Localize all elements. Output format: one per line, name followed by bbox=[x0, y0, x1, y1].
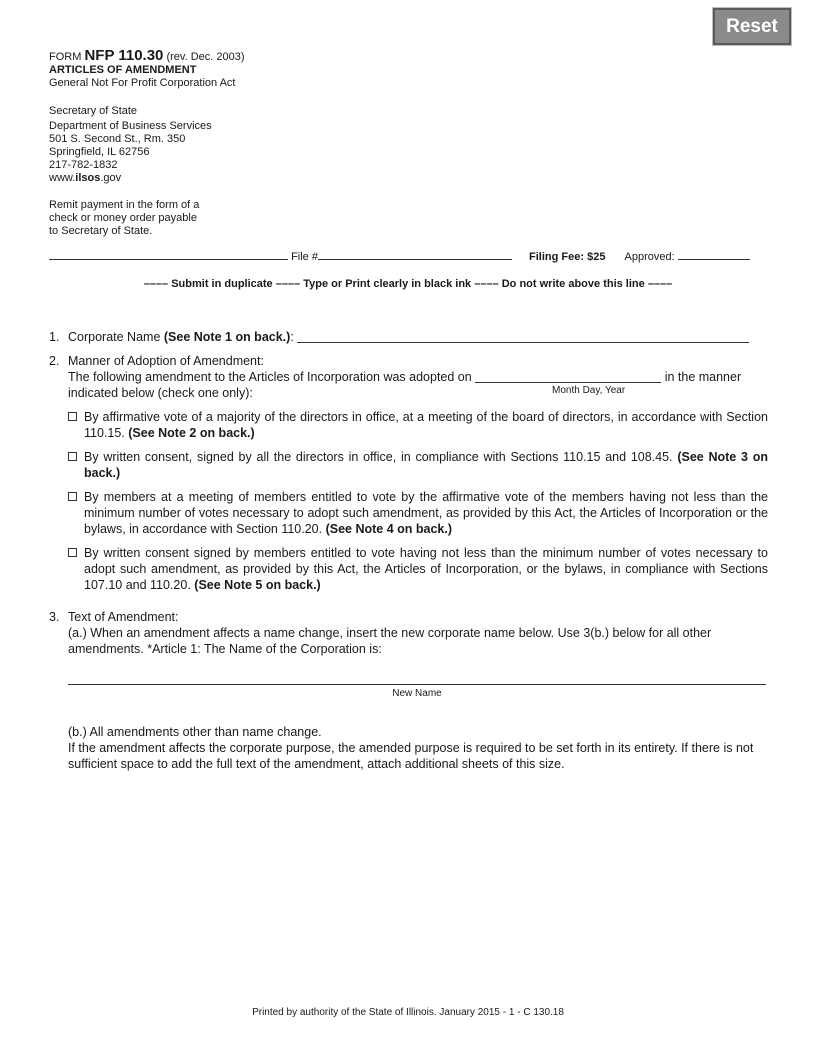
remit-line: check or money order payable bbox=[49, 212, 197, 224]
address-line: 217-782-1832 bbox=[49, 159, 118, 171]
new-name-input[interactable] bbox=[68, 684, 766, 685]
adoption-date-line: The following amendment to the Articles of Incorporation was adopted on in the manner bbox=[68, 370, 742, 384]
file-number-field bbox=[318, 259, 512, 260]
date-caption: Month Day, Year bbox=[552, 385, 626, 396]
filing-fee-label: Filing Fee: $25 bbox=[529, 251, 606, 263]
sos-address bbox=[49, 105, 212, 185]
reset-button[interactable]: Reset bbox=[713, 8, 791, 45]
option-directors-meeting: By affirmative vote of a majority of the directors in office, at a meeting of the board of directors, in accordance with Section 110.15. (See Note 2 on back.) bbox=[68, 409, 768, 441]
form-prefix: FORM bbox=[49, 51, 82, 63]
file-number-label: File # bbox=[291, 251, 318, 263]
footer: Printed by authority of the State of Illinois. January 2015 - 1 - C 130.18 bbox=[252, 1007, 564, 1018]
remit-line: to Secretary of State. bbox=[49, 225, 153, 237]
form-act: General Not For Profit Corporation Act bbox=[49, 77, 236, 89]
form-title: ARTICLES OF AMENDMENT bbox=[49, 64, 197, 76]
adoption-date-input[interactable] bbox=[475, 382, 661, 383]
form-revision: (rev. Dec. 2003) bbox=[166, 51, 245, 63]
option-members-consent: By written consent signed by members entitled to vote having not less than the minimum number of votes necessary to adopt such amendment, as provided by this Act, the Articles of Incorporation, or the bylaws, in compliance with Sections 107.10 and 110.20. (See Note 5 on back.) bbox=[68, 545, 768, 593]
address-line: 501 S. Second St., Rm. 350 bbox=[49, 133, 186, 145]
form-number: NFP 110.30 bbox=[84, 47, 164, 64]
adoption-instruction: indicated below (check one only): bbox=[68, 386, 253, 400]
option-directors-consent: By written consent, signed by all the directors in office, in compliance with Sections 110.15 and 108.45. (See Note 3 on back.) bbox=[68, 449, 768, 481]
option-members-meeting: By members at a meeting of members entitled to vote by the affirmative vote of the members having not less than the minimum number of votes necessary to adopt such amendment, as provided by this Act, the Articles of Incorporation or the bylaws, in accordance with Section 110.20. (See Note 4 on back.) bbox=[68, 489, 768, 537]
new-name-caption: New Name bbox=[392, 688, 442, 699]
checkbox[interactable] bbox=[68, 492, 77, 501]
checkbox[interactable] bbox=[68, 548, 77, 557]
other-amendments-heading: (b.) All amendments other than name change. bbox=[68, 725, 322, 739]
checkbox[interactable] bbox=[68, 412, 77, 421]
form-header bbox=[49, 49, 245, 90]
instruction-banner: –––– Submit in duplicate –––– Type or Print clearly in black ink –––– Do not write above this line –––– bbox=[143, 278, 673, 290]
other-amendments-text: If the amendment affects the corporate purpose, the amended purpose is required to be set forth in its entirety. If there is not sufficient space to add the full text of the amendment, attach additional sheets of this size. bbox=[68, 741, 754, 771]
item-manner-heading: 2. Manner of Adoption of Amendment: bbox=[49, 354, 264, 368]
address-line: Department of Business Services bbox=[49, 120, 212, 132]
address-line: Secretary of State bbox=[49, 105, 138, 117]
item-corporate-name: 1. Corporate Name (See Note 1 on back.): bbox=[49, 329, 769, 345]
checkbox[interactable] bbox=[68, 452, 77, 461]
approved-label: Approved: bbox=[624, 251, 675, 263]
website: www.ilsos.gov bbox=[49, 172, 122, 184]
office-use-field bbox=[49, 259, 288, 260]
corporate-name-input[interactable] bbox=[297, 342, 749, 343]
approved-field bbox=[678, 259, 750, 260]
name-change-instruction: (a.) When an amendment affects a name change, insert the new corporate name below. Use 3(b.) below for all other amendments. *Article 1: The Name of the Corporation is: bbox=[68, 626, 712, 656]
remit-note bbox=[49, 199, 199, 238]
remit-line: Remit payment in the form of a bbox=[49, 199, 200, 211]
filing-row bbox=[49, 251, 767, 263]
address-line: Springfield, IL 62756 bbox=[49, 146, 150, 158]
item-text-heading: 3. Text of Amendment: bbox=[49, 610, 179, 624]
